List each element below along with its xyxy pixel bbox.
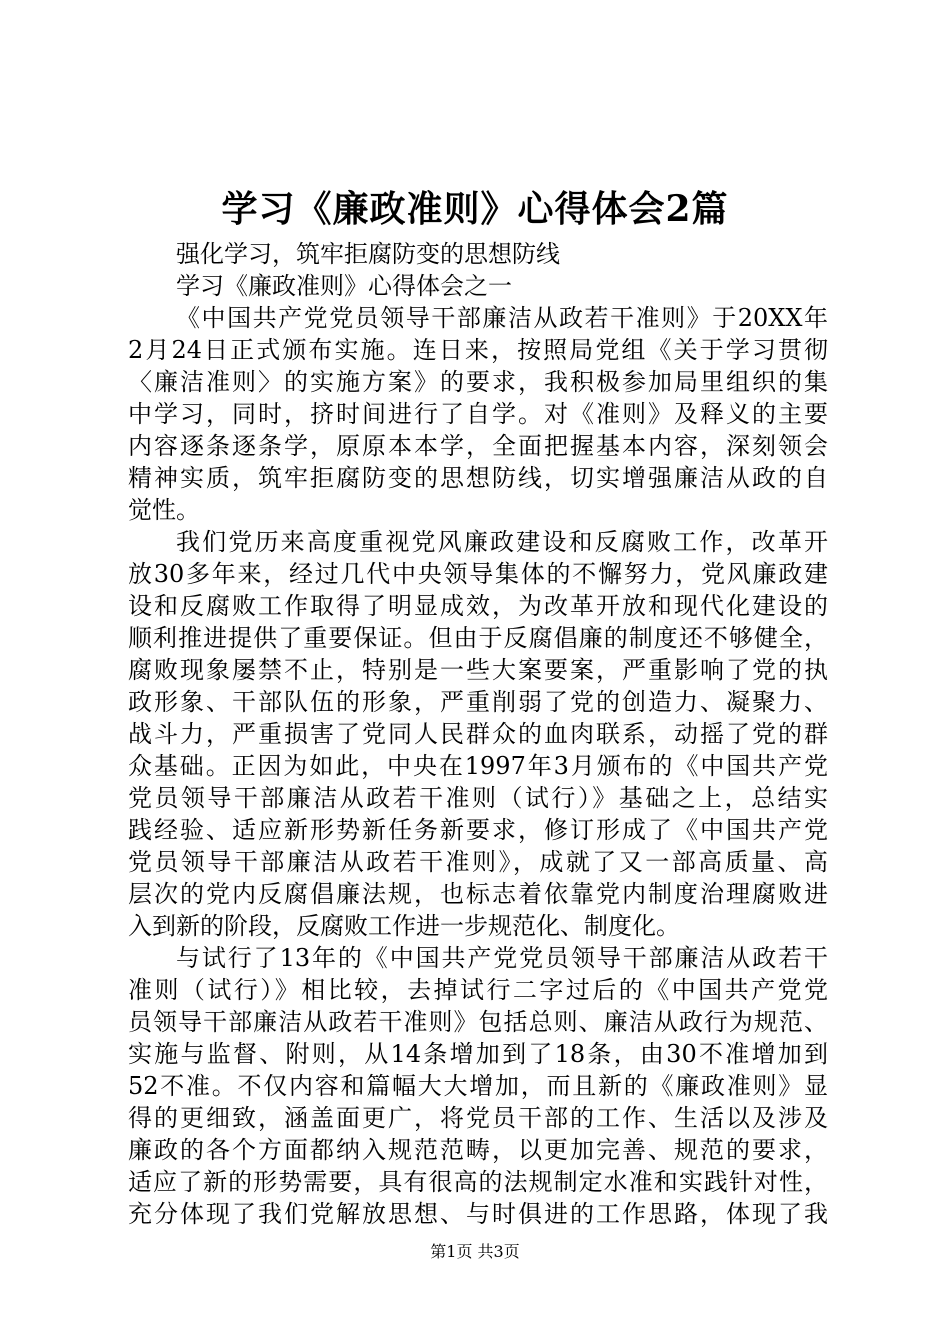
paragraph-line: 觉性。 [128,496,200,524]
paragraph-line: 《中国共产党党员领导干部廉洁从政若干准则》于20XX年 [176,304,828,332]
paragraph-line: 顺利推进提供了重要保证。但由于反腐倡廉的制度还不够健全， [128,624,828,652]
paragraph-line: 众基础。正因为如此，中央在1997年3月颁布的《中国共产党 [128,752,828,780]
paragraph-line: 员领导干部廉洁从政若干准则》包括总则、廉洁从政行为规范、 [128,1008,828,1036]
paragraph-line: 实施与监督、附则，从14条增加到了18条，由30不准增加到 [128,1040,828,1068]
paragraph-line: 内容逐条逐条学，原原本本学，全面把握基本内容，深刻领会 [128,432,828,460]
paragraph-line: 2月24日正式颁布实施。连日来，按照局党组《关于学习贯彻 [128,336,828,364]
paragraph-line: 精神实质，筑牢拒腐防变的思想防线，切实增强廉洁从政的自 [128,464,828,492]
paragraph-line: 我们党历来高度重视党风廉政建设和反腐败工作，改革开 [176,528,828,556]
page-footer: 第1页 共3页 [430,1242,520,1261]
paragraph-line: 中学习，同时，挤时间进行了自学。对《准则》及释义的主要 [128,400,828,428]
paragraph-line: 准则（试行）》相比较，去掉试行二字过后的《中国共产党党 [128,976,828,1004]
paragraph-line: 设和反腐败工作取得了明显成效，为改革开放和现代化建设的 [128,592,828,620]
paragraph-line: 适应了新的形势需要，具有很高的法规制定水准和实践针对性， [128,1168,828,1196]
paragraph-line: 放30多年来，经过几代中央领导集体的不懈努力，党风廉政建 [128,560,828,588]
paragraph-line: 52不准。不仅内容和篇幅大大增加，而且新的《廉政准则》显 [128,1072,828,1100]
paragraph-line: 层次的党内反腐倡廉法规，也标志着依靠党内制度治理腐败进 [128,880,828,908]
subheading: 强化学习，筑牢拒腐防变的思想防线 [176,240,560,268]
paragraph-line: 党员领导干部廉洁从政若干准则（试行）》基础之上，总结实 [128,784,828,812]
subheading: 学习《廉政准则》心得体会之一 [176,272,512,300]
paragraph-line: 入到新的阶段，反腐败工作进一步规范化、制度化。 [128,912,680,940]
paragraph-line: 践经验、适应新形势新任务新要求，修订形成了《中国共产党 [128,816,828,844]
paragraph-line: 廉政的各个方面都纳入规范范畴，以更加完善、规范的要求， [128,1136,828,1164]
paragraph-line: 充分体现了我们党解放思想、与时俱进的工作思路，体现了我 [128,1200,828,1228]
paragraph-line: 腐败现象屡禁不止，特别是一些大案要案，严重影响了党的执 [128,656,828,684]
document-title: 学习《廉政准则》心得体会2篇 [221,188,729,230]
document-body [128,238,828,1230]
paragraph-line: 政形象、干部队伍的形象，严重削弱了党的创造力、凝聚力、 [128,688,828,716]
paragraph-line: 党员领导干部廉洁从政若干准则》，成就了又一部高质量、高 [128,848,828,876]
paragraph-line: 战斗力，严重损害了党同人民群众的血肉联系，动摇了党的群 [128,720,828,748]
paragraph-line: 与试行了13年的《中国共产党党员领导干部廉洁从政若干 [176,944,828,972]
paragraph-line: 〈廉洁准则〉的实施方案》的要求，我积极参加局里组织的集 [128,368,828,396]
paragraph-line: 得的更细致，涵盖面更广，将党员干部的工作、生活以及涉及 [128,1104,828,1132]
